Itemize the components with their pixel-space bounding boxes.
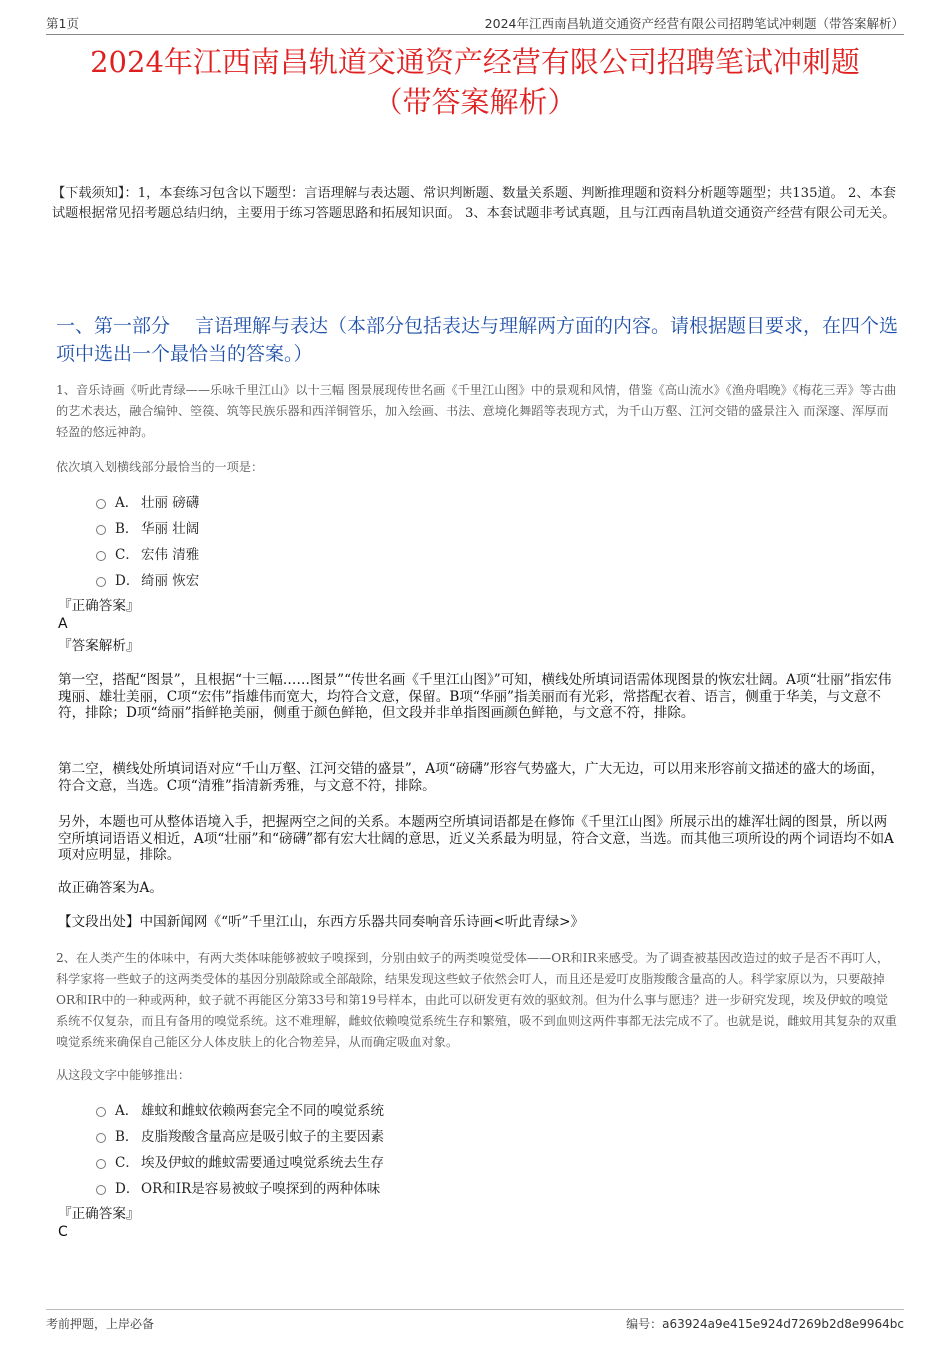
q2-option-d[interactable]: [96, 1177, 380, 1197]
option-text: 华丽 壮阔: [141, 521, 200, 537]
q1-option-b[interactable]: [96, 517, 199, 537]
option-letter: C．: [115, 1155, 139, 1171]
radio-icon[interactable]: [96, 499, 106, 509]
question-1-prompt: 依次填入划横线部分最恰当的一项是：: [56, 460, 264, 474]
option-letter: D．: [115, 1181, 140, 1197]
option-text: 雄蚊和雌蚊依赖两套完全不同的嗅觉系统: [141, 1103, 384, 1119]
q2-answer: C: [58, 1224, 68, 1240]
radio-icon[interactable]: [96, 1133, 106, 1143]
q2-answer-label: 『正确答案』: [58, 1206, 140, 1222]
option-text: 宏伟 清雅: [141, 547, 200, 563]
option-letter: B．: [115, 521, 139, 537]
q1-analysis-paragraph: 第一空，搭配“图景”，且根据“十三幅……图景”“传世名画《千里江山图》”可知，横线处所填词语需体现图景的恢宏壮阔。A项“壮丽”指宏伟瑰丽、雄壮美丽，C项“宏伟”指雄伟而宽大，均符合文意，保留。B项“华丽”指美丽而有光彩，常搭配衣着、语言，侧重于华美，与文意不符，排除；D项“绮丽”指鲜艳美丽，侧重于颜色鲜艳，但文段并非单指图画颜色鲜艳，与文意不符，排除。: [58, 672, 892, 721]
page-footer: [46, 1309, 904, 1334]
page-number: 第1页: [46, 16, 79, 31]
download-notice: 【下载须知】：1，本套练习包含以下题型：言语理解与表达题、常识判断题、数量关系题、判断推理题和资料分析题等题型；共135道。 2、本套试题根据常见招考题总结归纳，主要用于练习答题思路和拓展知识面。 3、本套试题非考试真题，且与江西南昌轨道交通资产经营有限公司无关。: [52, 186, 896, 221]
option-letter: D．: [115, 573, 140, 589]
section-heading: 一、第一部分 言语理解与表达（本部分包括表达与理解两方面的内容。请根据题目要求，在四个选项中选出一个最恰当的答案。）: [56, 315, 899, 365]
option-text: 壮丽 磅礴: [141, 495, 200, 511]
q2-option-c[interactable]: [96, 1151, 384, 1171]
footer-slogan: 考前押题，上岸必备: [46, 1317, 155, 1331]
option-letter: C．: [115, 547, 139, 563]
radio-icon[interactable]: [96, 1107, 106, 1117]
option-text: OR和IR是容易被蚊子嗅探到的两种体味: [141, 1181, 381, 1197]
radio-icon[interactable]: [96, 525, 106, 535]
option-letter: B．: [115, 1129, 139, 1145]
option-text: 埃及伊蚊的雌蚊需要通过嗅觉系统去生存: [141, 1155, 384, 1171]
q1-answer-label: 『正确答案』: [58, 598, 140, 614]
footer-doc-id: 编号：a63924a9e415e924d7269b2d8e9964bc: [626, 1317, 904, 1331]
q1-answer: A: [58, 616, 68, 632]
q1-option-a[interactable]: [96, 491, 199, 511]
title-line-1: 2024年江西南昌轨道交通资产经营有限公司招聘笔试冲刺题: [90, 45, 860, 79]
document-title: [60, 42, 890, 122]
option-letter: A．: [115, 495, 139, 511]
q1-analysis-paragraph: 另外，本题也可从整体语境入手，把握两空之间的关系。本题两空所填词语都是在修饰《千里江山图》所展示出的雄浑壮阔的图景，所以两空所填词语语义相近，A项“壮丽”和“磅礴”都有宏大壮阔的意思，近义关系最为明显，符合文意，当选。而其他三项所设的两个词语均不如A项对应明显，排除。: [58, 814, 894, 863]
title-line-2: （带答案解析）: [373, 85, 577, 119]
radio-icon[interactable]: [96, 1159, 106, 1169]
radio-icon[interactable]: [96, 1185, 106, 1195]
q1-source: 【文段出处】中国新闻网《“听”千里江山，东西方乐器共同奏响音乐诗画<听此青绿>》: [58, 914, 585, 930]
question-2-prompt: 从这段文字中能够推出：: [56, 1068, 191, 1082]
question-1-text: 1、音乐诗画《听此青绿——乐咏千里江山》以十三幅 图景展现传世名画《千里江山图》中的景观和风情，借鉴《高山流水》《渔舟唱晚》《梅花三弄》等古曲的艺术表达，融合编钟、箜篌、筑等民族乐器和西洋铜管乐，加入绘画、书法、意境化舞蹈等表现方式，为千山万壑、江河交错的盛景注入 而深邃、浑厚而轻盈的悠远神韵。: [56, 383, 897, 439]
q2-option-a[interactable]: [96, 1099, 384, 1119]
question-2-text: 2、在人类产生的体味中，有两大类体味能够被蚊子嗅探到，分别由蚊子的两类嗅觉受体——OR和IR来感受。为了调查被基因改造过的蚊子是否不再叮人，科学家将一些蚊子的这两类受体的基因分别敲除或全部敲除，结果发现这些蚊子依然会叮人，而且还是爱叮皮脂羧酸含量高的人。科学家原以为，只要敲掉OR和IR中的一种或两种，蚊子就不再能区分第33号和第19号样本，由此可以研发更有效的驱蚊剂。但为什么事与愿违？进一步研究发现，埃及伊蚊的嗅觉系统不仅复杂，而且有备用的嗅觉系统。这不难理解，雌蚊依赖嗅觉系统生存和繁殖，吸不到血则这两件事都无法完成不了。也就是说，雌蚊用其复杂的双重嗅觉系统来确保自己能区分人体皮肤上的化合物差异，从而确定吸血对象。: [56, 951, 897, 1049]
page-header: [46, 12, 904, 35]
option-text: 皮脂羧酸含量高应是吸引蚊子的主要因素: [141, 1129, 384, 1145]
header-doc-title: 2024年江西南昌轨道交通资产经营有限公司招聘笔试冲刺题（带答案解析）: [484, 16, 904, 31]
q2-option-b[interactable]: [96, 1125, 384, 1145]
q1-option-c[interactable]: [96, 543, 199, 563]
q1-analysis-paragraph: 故正确答案为A。: [58, 880, 163, 896]
q1-analysis-label: 『答案解析』: [58, 638, 140, 654]
q1-analysis-paragraph: 第二空，横线处所填词语对应“千山万壑、江河交错的盛景”，A项“磅礴”形容气势盛大，广大无边，可以用来形容前文描述的盛大的场面，符合文意，当选。C项“清雅”指清新秀雅，与文意不符，排除。: [58, 761, 885, 794]
radio-icon[interactable]: [96, 577, 106, 587]
q1-option-d[interactable]: [96, 569, 199, 589]
radio-icon[interactable]: [96, 551, 106, 561]
option-letter: A．: [115, 1103, 139, 1119]
option-text: 绮丽 恢宏: [141, 573, 200, 589]
